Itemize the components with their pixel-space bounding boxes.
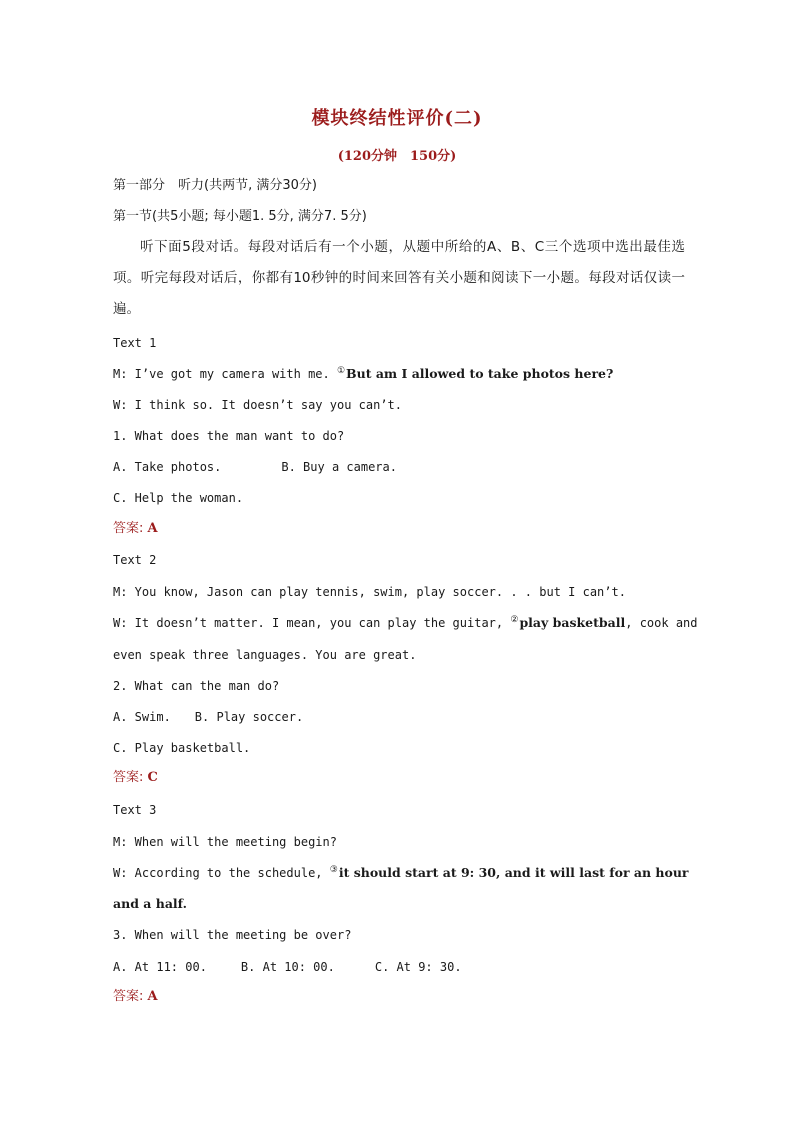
man-line-bold: But am I allowed to take photos here?	[346, 366, 614, 381]
text-2-label: Text 2	[113, 553, 157, 567]
question-2: 2. What can the man do?	[113, 679, 280, 693]
answer-label: 答案:	[113, 770, 148, 785]
woman-line-bold: it should start at 9: 30, and it will last for an hour	[338, 865, 689, 880]
marker-2: ②	[510, 615, 519, 625]
text-2-woman-line-cont: even speak three languages. You are great.	[113, 648, 417, 662]
question-1: 1. What does the man want to do?	[113, 429, 345, 443]
text-3-woman-line	[113, 864, 689, 882]
option-a: A. At 11: 00.	[113, 960, 207, 974]
answer-2	[113, 769, 683, 787]
text-1-man-line	[113, 365, 683, 383]
text-3-woman-line-cont	[113, 895, 683, 913]
page-title: 模块终结性评价(二)	[311, 108, 483, 129]
answer-label: 答案:	[113, 989, 148, 1004]
answer-3	[113, 988, 683, 1006]
option-c: C. Help the woman.	[113, 491, 244, 505]
text-2-man-line: M: You know, Jason can play tennis, swim, play soccer. . . but I can’t.	[113, 585, 626, 599]
option-b: B. At 10: 00.	[240, 960, 335, 974]
answer-label: 答案:	[113, 521, 148, 536]
marker-1: ①	[336, 366, 346, 376]
text-3-label: Text 3	[113, 803, 157, 817]
page-subtitle: (120分钟 150分)	[337, 149, 457, 164]
man-line-prefix: M: I’ve got my camera with me.	[113, 367, 337, 381]
option-b: B. Buy a camera.	[281, 460, 397, 474]
part-heading: 第一部分 听力(共两节, 满分30分)	[113, 178, 317, 193]
option-c: C. At 9: 30.	[374, 960, 462, 974]
woman-line-prefix: W: It doesn’t matter. I mean, you can play the guitar,	[113, 616, 511, 630]
woman-line-bold-cont: and a half.	[113, 896, 187, 911]
woman-line-prefix: W: According to the schedule,	[113, 866, 330, 880]
section-heading: 第一节(共5小题; 每小题1. 5分, 满分7. 5分)	[113, 209, 367, 224]
answer-value: A	[147, 989, 158, 1004]
question-1-options	[113, 458, 683, 476]
text-1-woman-line: W: I think so. It doesn’t say you can’t.	[113, 398, 402, 412]
answer-1	[113, 520, 683, 538]
option-a: A. Take photos.	[113, 460, 222, 474]
question-2-options	[113, 708, 683, 726]
question-3-options	[113, 958, 683, 976]
option-b: B. Play soccer.	[194, 710, 304, 724]
text-3-man-line: M: When will the meeting begin?	[113, 835, 337, 849]
marker-3: ③	[329, 865, 338, 875]
instructions-paragraph: 听下面5段对话。每段对话后有一个小题，从题中所给的A、B、C三个选项中选出最佳选项。听完每段对话后，你都有10秒钟的时间来回答有关小题和阅读下一小题。每段对话仅读一遍。	[113, 239, 685, 317]
answer-value: C	[147, 770, 158, 785]
question-3: 3. When will the meeting be over?	[113, 928, 352, 942]
answer-value: A	[147, 521, 158, 536]
text-1-label: Text 1	[113, 336, 157, 350]
text-2-woman-line	[113, 614, 698, 632]
option-a: A. Swim.	[113, 710, 171, 724]
option-c: C. Play basketball.	[113, 741, 251, 755]
woman-line-suffix: , cook and	[625, 616, 698, 630]
woman-line-bold: play basketball	[519, 615, 626, 630]
